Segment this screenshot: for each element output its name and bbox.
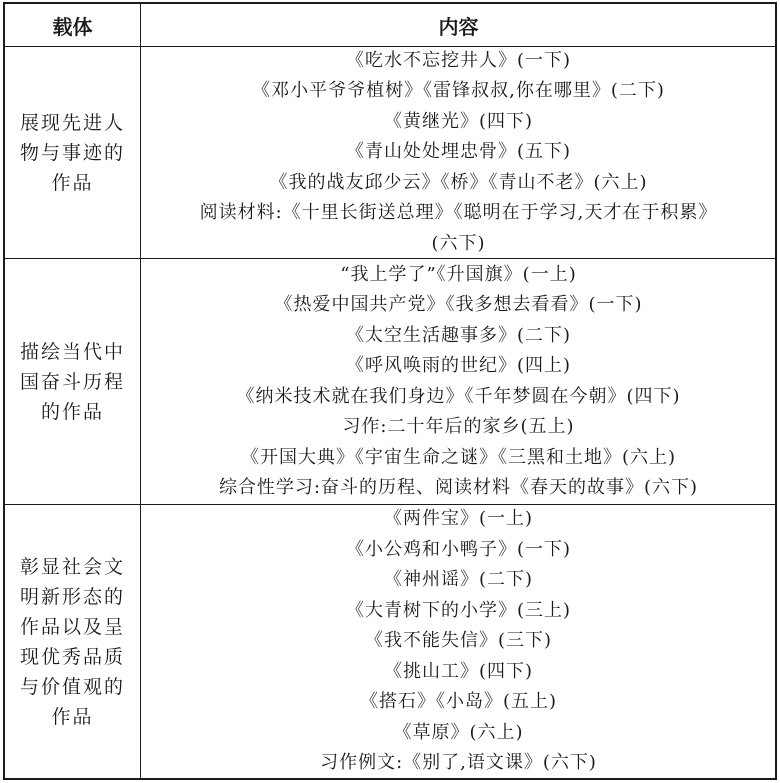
- table-row: [5, 47, 775, 258]
- content-line: 综合性学习:奋斗的历程、阅读材料《春天的故事》(六下): [218, 477, 699, 498]
- table-row: [5, 259, 775, 504]
- content-line: 《呼风唤雨的世纪》(四上): [345, 355, 572, 376]
- content-line: 《邓小平爷爷植树》《雷锋叔叔,你在哪里》(二下): [252, 80, 665, 102]
- content-line: 习作例文:《别了,语文课》(六下): [320, 752, 597, 774]
- content-cell: [142, 259, 775, 504]
- content-line: 《我的战友邱少云》《桥》《青山不老》(六上): [269, 171, 648, 193]
- header-carrier: 载体: [52, 14, 93, 39]
- content-line: 《黄继光》(四下): [383, 110, 534, 132]
- content-line: 《小公鸡和小鸭子》(一下): [345, 538, 572, 560]
- content-line: 《开国大典》《宇宙生命之谜》《三黑和土地》(六上): [240, 446, 677, 468]
- content-line: 《我不能失信》(三下): [364, 630, 553, 652]
- content-line: 习作:二十年后的家乡(五上): [342, 416, 575, 437]
- content-cell: [142, 47, 775, 258]
- carrier-cell: [5, 505, 140, 778]
- carrier-cell: [5, 259, 140, 504]
- content-line: 《太空生活趣事多》(二下): [345, 324, 572, 346]
- header-content: 内容: [438, 14, 479, 39]
- content-line: “我上学了”《升国旗》(一上): [340, 263, 577, 285]
- content-line: 《草原》(六上): [393, 721, 524, 743]
- content-line: (六下): [431, 232, 486, 254]
- content-line: 《热爱中国共产党》《我多想去看看》(一下): [274, 294, 643, 315]
- works-table: [3, 2, 777, 780]
- content-cell: [142, 505, 775, 778]
- content-line: 《神州谣》(二下): [383, 569, 534, 591]
- content-line: 《挑山工》(四下): [383, 660, 534, 682]
- carrier-cell: [5, 47, 140, 258]
- carrier-text: 描绘当代中国奋斗历程的作品: [19, 340, 125, 423]
- content-line: 《两件宝》(一上): [383, 508, 534, 530]
- content-line: 阅读材料:《十里长街送总理》《聪明在于学习,天才在于积累》: [199, 202, 718, 224]
- content-line: 《纳米技术就在我们身边》《千年梦圆在今朝》(四下): [236, 385, 681, 407]
- carrier-text: 展现先进人物与事迹的作品: [19, 111, 125, 194]
- content-line: 《大青树下的小学》(三上): [345, 599, 572, 621]
- table-header: [5, 4, 775, 47]
- table-row: [5, 505, 775, 778]
- content-line: 《吃水不忘挖井人》(一下): [345, 49, 572, 71]
- carrier-text: 彰显社会文明新形态的作品以及呈现优秀品质与价值观的作品: [19, 555, 125, 728]
- content-line: 《青山处处埋忠骨》(五下): [345, 141, 572, 163]
- content-line: 《搭石》《小岛》(五上): [359, 691, 558, 713]
